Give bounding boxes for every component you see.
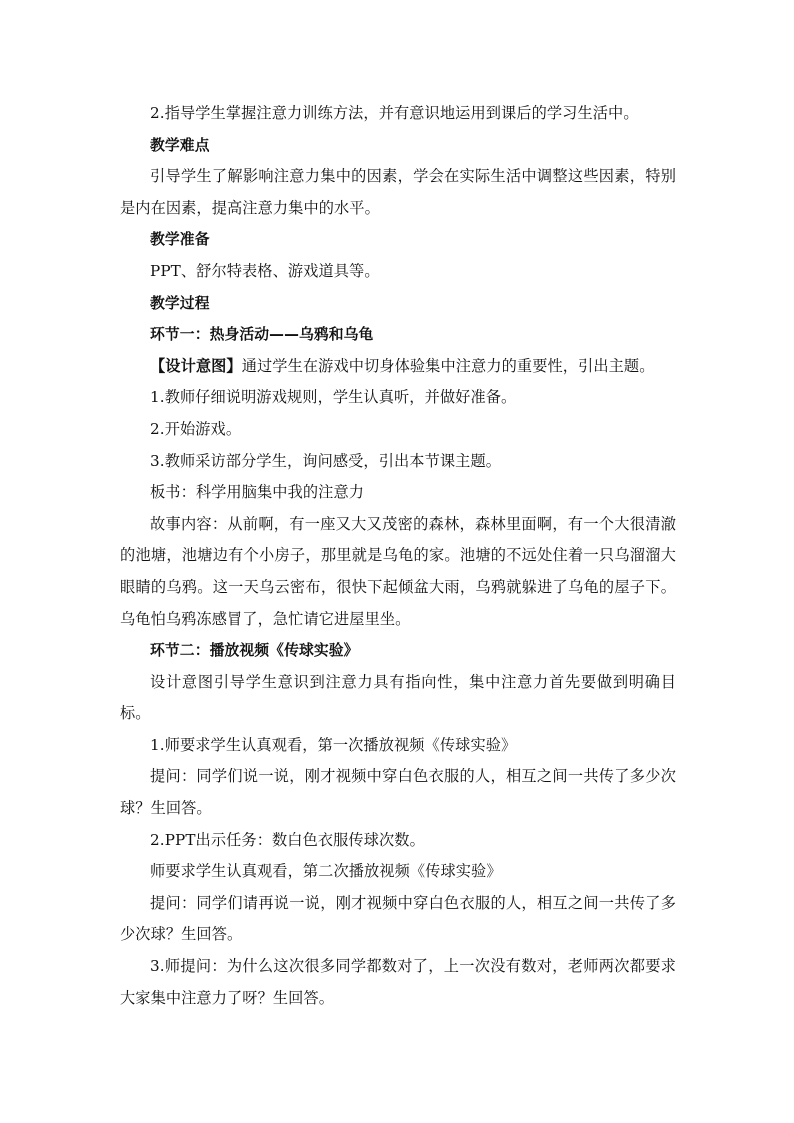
heading-teaching-process: 教学过程 <box>150 294 210 312</box>
paragraph-section-2-step-2: 2.PPT出示任务：数白色衣服传球次数。 <box>150 830 425 849</box>
paragraph-section-2-question-2: 提问：同学们请再说一说，刚才视频中穿白色衣服的人，相互之间一共传了多少次球？生回答。 <box>120 893 676 944</box>
paragraph-blackboard: 板书：科学用脑集中我的注意力 <box>150 483 365 502</box>
paragraph-section-2-question-1: 提问：同学们说一说，刚才视频中穿白色衣服的人，相互之间一共传了多少次球？生回答。 <box>120 767 676 818</box>
paragraph-section-1-intent <box>120 351 676 383</box>
heading-section-1: 环节一：热身活动——乌鸦和乌龟 <box>150 326 374 344</box>
paragraph-section-1-step-2: 2.开始游戏。 <box>150 419 242 438</box>
paragraph-story: 故事内容：从前啊，有一座又大又茂密的森林，森林里面啊，有一个大很清澈的池塘，池塘边有个小房子，那里就是乌龟的家。池塘的不远处住着一只乌溜溜大眼睛的乌鸦。这一天乌云密布，很快下起倾盆大雨，乌鸦就躲进了乌龟的屋子下。乌龟怕乌鸦冻感冒了，急忙请它进屋里坐。 <box>120 514 676 628</box>
paragraph-section-2-step-2b: 师要求学生认真观看，第二次播放视频《传球实验》 <box>150 862 502 881</box>
document-body <box>120 98 676 1014</box>
paragraph-difficulty: 引导学生了解影响注意力集中的因素，学会在实际生活中调整这些因素，特别是内在因素，提高注意力集中的水平。 <box>120 167 676 217</box>
paragraph-section-2-intent: 设计意图引导学生意识到注意力具有指向性，集中注意力首先要做到明确目标。 <box>120 672 676 723</box>
paragraph-goal-2: 2.指导学生掌握注意力训练方法，并有意识地运用到课后的学习生活中。 <box>150 104 639 122</box>
heading-teaching-difficulty: 教学难点 <box>150 136 210 154</box>
paragraph-section-1-step-3: 3.教师采访部分学生，询问感受，引出本节课主题。 <box>150 451 502 470</box>
heading-section-2: 环节二：播放视频《传球实验》 <box>150 642 359 660</box>
paragraph-section-2-step-3: 3.师提问：为什么这次很多同学都数对了，上一次没有数对，老师两次都要求大家集中注意力了呀？生回答。 <box>120 957 676 1007</box>
heading-teaching-preparation: 教学准备 <box>150 231 210 249</box>
design-intent-label: 【设计意图】 <box>150 356 242 375</box>
paragraph-preparation: PPT、舒尔特表格、游戏道具等。 <box>150 261 380 280</box>
design-intent-text: 通过学生在游戏中切身体验集中注意力的重要性，引出主题。 <box>241 356 655 375</box>
paragraph-section-2-step-1: 1.师要求学生认真观看，第一次播放视频《传球实验》 <box>150 735 517 754</box>
paragraph-section-1-step-1: 1.教师仔细说明游戏规则，学生认真听，并做好准备。 <box>150 388 517 407</box>
